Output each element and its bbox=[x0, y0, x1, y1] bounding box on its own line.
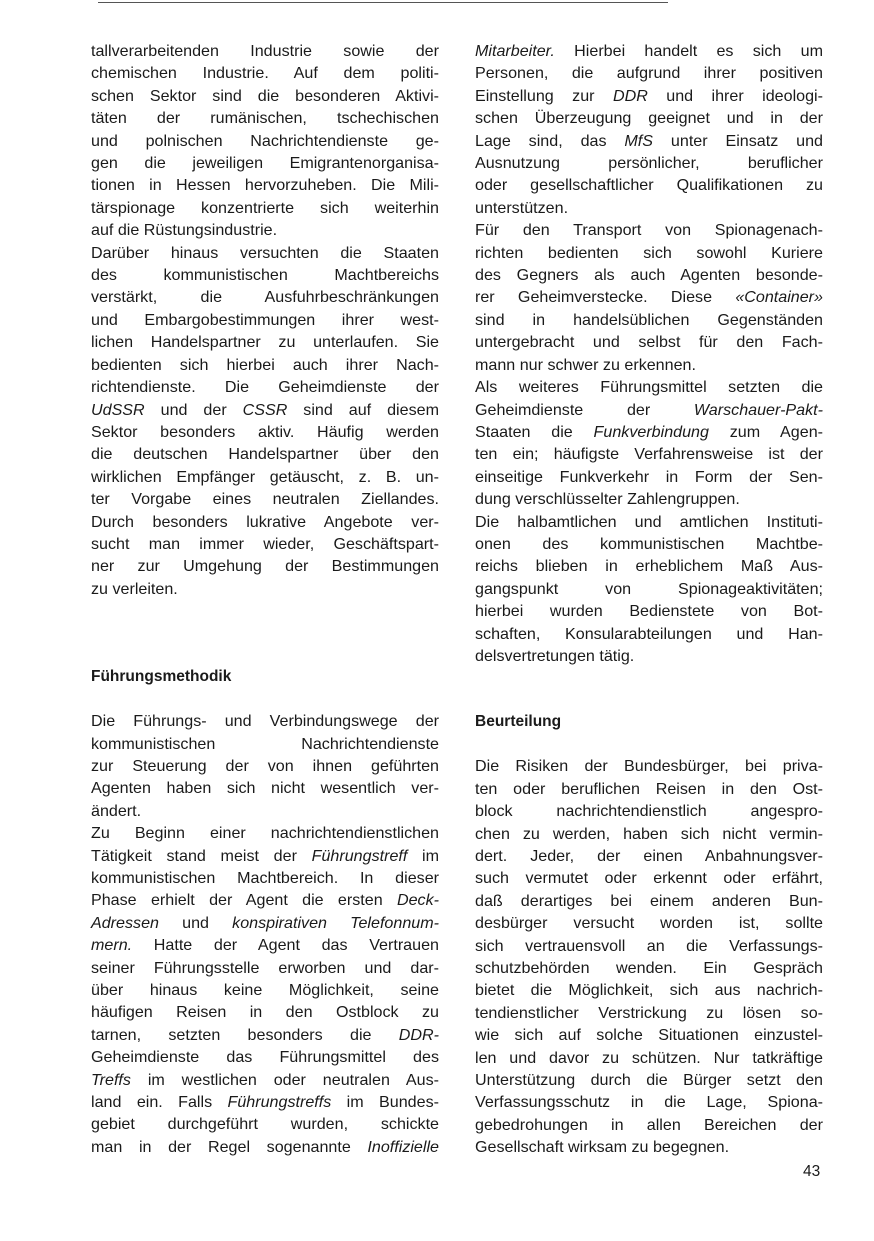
text-line: mann nur schwer zu erkennen. bbox=[475, 355, 696, 374]
text-line: delsvertretungen tätig. bbox=[475, 646, 635, 665]
text-fragment: im bbox=[407, 846, 440, 865]
text-line: Darüber hinaus versuchten die Staaten bbox=[91, 243, 439, 262]
text-line: lichen Handelspartner zu unterlaufen. Sie bbox=[91, 333, 439, 352]
text-line: desbürger versucht worden ist, sollte bbox=[475, 914, 823, 933]
text-line: sucht man immer wieder, Geschäftspart- bbox=[91, 534, 439, 553]
text-line: Unterstützung durch die Bürger setzt den bbox=[475, 1071, 823, 1090]
text-line: sind in handelsüblichen Gegenständen bbox=[475, 310, 823, 329]
emphasis: mern. bbox=[91, 936, 133, 955]
emphasis: Adressen bbox=[91, 913, 159, 932]
text-fragment: Einstellung zur bbox=[475, 86, 613, 105]
text-line: und polnischen Nachrichtendienste ge- bbox=[91, 131, 439, 150]
emphasis: Mitarbeiter. bbox=[475, 42, 555, 60]
text-fragment: tarnen, setzten besonders die bbox=[91, 1025, 399, 1044]
text-line: schutzbehörden wenden. Ein Gespräch bbox=[475, 959, 823, 978]
text-line: gebedrohungen in allen Bereichen der bbox=[475, 1115, 823, 1134]
text-fragment: und der bbox=[144, 400, 243, 419]
text-fragment: und ihrer ideologi- bbox=[647, 86, 823, 105]
text-line: wirklichen Empfänger getäuscht, z. B. un- bbox=[91, 467, 439, 486]
emphasis: DDR bbox=[612, 86, 648, 105]
text-line: bedienten sich hierbei auch ihrer Nach- bbox=[91, 355, 439, 374]
text-line bbox=[91, 934, 439, 956]
text-line: ter Vorgabe eines neutralen Ziellandes. bbox=[91, 490, 439, 509]
text-fragment: im westlichen oder neutralen Aus- bbox=[130, 1070, 439, 1089]
text-line: daß derartiges bei einem anderen Bun- bbox=[475, 891, 823, 910]
text-line: und Embargobestimmungen ihrer west- bbox=[91, 310, 439, 329]
text-line: Ausnutzung persönlicher, beruflicher bbox=[475, 154, 823, 173]
right-paragraph-2 bbox=[475, 219, 823, 376]
text-line: richtendienste. Die Geheimdienste der bbox=[91, 378, 439, 397]
right-paragraph-4 bbox=[475, 511, 823, 668]
text-line: Für den Transport von Spionagenach- bbox=[475, 221, 823, 240]
text-line: über hinaus keine Möglichkeit, seine bbox=[91, 981, 439, 1000]
text-line: des kommunistischen Machtbereichs bbox=[91, 266, 439, 285]
text-line: richten bedienten sich sowohl Kuriere bbox=[475, 243, 823, 262]
text-line: schen Sektor sind die besonderen Aktivi- bbox=[91, 86, 439, 105]
text-line: reichs blieben in erheblichem Maß Aus- bbox=[475, 557, 823, 576]
text-line: such vermutet oder erkennt oder erfährt, bbox=[475, 869, 823, 888]
section-heading-fuehrungsmethodik: Führungsmethodik bbox=[91, 668, 232, 686]
text-line: Die Risiken der Bundesbürger, bei priva- bbox=[475, 757, 823, 776]
text-line: Sektor besonders aktiv. Häufig werden bbox=[91, 422, 439, 441]
emphasis: Funkverbindung bbox=[593, 422, 709, 441]
text-line: kommunistischen Nachrichtendienste bbox=[91, 734, 439, 753]
text-line: ändert. bbox=[91, 801, 142, 820]
left-paragraph-3 bbox=[91, 710, 439, 822]
emphasis: Warschauer-Pakt- bbox=[693, 400, 823, 419]
text-line bbox=[475, 40, 823, 62]
text-fragment: und bbox=[159, 913, 233, 932]
text-line: tärspionage konzentrierte sich weiterhin bbox=[91, 198, 439, 217]
text-line bbox=[91, 399, 439, 421]
text-line: häufigen Reisen in den Ostblock zu bbox=[91, 1003, 439, 1022]
text-line: die deutschen Handelspartner über den bbox=[91, 445, 439, 464]
text-line: auf die Rüstungsindustrie. bbox=[91, 221, 278, 240]
text-line: dung verschlüsselter Zahlengruppen. bbox=[475, 490, 740, 509]
text-line: schen Überzeugung geeignet und in der bbox=[475, 109, 823, 128]
text-line: len und davor zu schützen. Nur tatkräftige bbox=[475, 1048, 823, 1067]
right-paragraph-1 bbox=[475, 40, 823, 219]
text-line: seiner Führungsstelle erworben und dar- bbox=[91, 958, 439, 977]
text-line: sich vertrauensvoll an die Verfassungs- bbox=[475, 936, 823, 955]
text-fragment: Lage sind, das bbox=[475, 131, 625, 150]
text-fragment: Hierbei handelt es sich um bbox=[554, 42, 823, 60]
text-line: onen des kommunistischen Machtbe- bbox=[475, 534, 823, 553]
text-fragment: sind auf diesem bbox=[287, 400, 439, 419]
text-line: block nachrichtendienstlich angespro- bbox=[475, 802, 823, 821]
text-line: tendienstlicher Verstrickung zu lösen so- bbox=[475, 1003, 823, 1022]
text-line: unterstützen. bbox=[475, 198, 569, 217]
text-line: chemischen Industrie. Auf dem politi- bbox=[91, 64, 439, 83]
text-line bbox=[475, 130, 823, 152]
text-line bbox=[91, 889, 439, 911]
top-rule bbox=[98, 2, 668, 3]
text-line bbox=[91, 1069, 439, 1091]
text-fragment: Phase erhielt der Agent die ersten bbox=[91, 891, 397, 910]
text-fragment: man in der Regel sogenannte bbox=[91, 1137, 368, 1156]
text-line: gebiet durchgeführt wurden, schickte bbox=[91, 1115, 439, 1134]
text-fragment: Geheimdienste der bbox=[475, 400, 694, 419]
emphasis: UdSSR bbox=[91, 400, 145, 419]
text-line: Agenten haben sich nicht wesentlich ver- bbox=[91, 779, 439, 798]
right-paragraph-5 bbox=[475, 755, 823, 1158]
text-line bbox=[91, 1091, 439, 1113]
left-paragraph-2 bbox=[91, 242, 439, 601]
text-line: untergebracht und selbst für den Fach- bbox=[475, 333, 823, 352]
emphasis: CSSR bbox=[242, 400, 288, 419]
emphasis: MfS bbox=[624, 131, 654, 150]
emphasis: Deck- bbox=[396, 891, 439, 910]
text-line bbox=[475, 286, 823, 308]
text-fragment: land ein. Falls bbox=[91, 1093, 228, 1112]
text-line: Durch besonders lukrative Angebote ver- bbox=[91, 512, 439, 531]
text-line bbox=[475, 85, 823, 107]
text-line: Die Führungs- und Verbindungswege der bbox=[91, 712, 439, 731]
text-fragment: rer Geheimverstecke. Diese bbox=[475, 288, 736, 307]
text-line: ten oder beruflichen Reisen in den Ost- bbox=[475, 779, 823, 798]
emphasis: Führungstreff bbox=[311, 846, 408, 865]
text-line: täten der rumänischen, tschechischen bbox=[91, 109, 439, 128]
text-line: Geheimdienste das Führungsmittel des bbox=[91, 1048, 439, 1067]
text-line: ner zur Umgehung der Bestimmungen bbox=[91, 557, 439, 576]
text-fragment: Tätigkeit stand meist der bbox=[91, 846, 312, 865]
text-line: wie sich auf solche Situationen einzustel- bbox=[475, 1026, 823, 1045]
text-line: tallverarbeitenden Industrie sowie der bbox=[91, 42, 439, 60]
emphasis: «Container» bbox=[735, 288, 823, 307]
text-line: chen zu werden, haben sich nicht vermin- bbox=[475, 824, 823, 843]
text-line: Die halbamtlichen und amtlichen Instituti- bbox=[475, 512, 823, 531]
right-paragraph-3 bbox=[475, 376, 823, 510]
text-line: verstärkt, die Ausfuhrbeschränkungen bbox=[91, 288, 439, 307]
emphasis: DDR- bbox=[398, 1025, 439, 1044]
text-line bbox=[475, 421, 823, 443]
text-line: gen die jeweiligen Emigrantenorganisa- bbox=[91, 154, 439, 173]
text-line: gangspunkt von Spionageaktivitäten; bbox=[475, 579, 823, 598]
right-column bbox=[475, 40, 823, 1159]
text-line bbox=[91, 845, 439, 867]
text-line: Personen, die aufgrund ihrer positiven bbox=[475, 64, 823, 83]
left-column bbox=[91, 40, 439, 1158]
text-line: dert. Jeder, der einen Anbahnungsver- bbox=[475, 847, 823, 865]
text-line: Als weiteres Führungsmittel setzten die bbox=[475, 378, 823, 397]
text-fragment: Staaten die bbox=[475, 422, 594, 441]
text-line: schaften, Konsularabteilungen und Han- bbox=[475, 624, 823, 643]
text-line: zur Steuerung der von ihnen geführten bbox=[91, 756, 439, 775]
text-line: zu verleiten. bbox=[91, 579, 178, 598]
text-line: hierbei wurden Bedienstete von Bot- bbox=[475, 602, 823, 621]
text-line bbox=[91, 1024, 439, 1046]
text-line bbox=[475, 399, 823, 421]
text-line: kommunistischen Machtbereich. In dieser bbox=[91, 869, 439, 887]
section-heading-beurteilung: Beurteilung bbox=[475, 713, 562, 731]
text-line: Zu Beginn einer nachrichtendienstlichen bbox=[91, 824, 439, 843]
text-fragment: unter Einsatz und bbox=[653, 131, 823, 150]
text-line: tionen in Hessen hervorzuheben. Die Mili- bbox=[91, 176, 439, 195]
text-fragment: zum Agen- bbox=[708, 422, 824, 441]
emphasis: konspirativen Telefonnum- bbox=[232, 913, 439, 932]
left-paragraph-1 bbox=[91, 40, 439, 242]
page-number: 43 bbox=[803, 1163, 821, 1180]
text-fragment: im Bundes- bbox=[331, 1093, 439, 1112]
text-line: Gesellschaft wirksam zu begegnen. bbox=[475, 1138, 730, 1157]
emphasis: Treffs bbox=[91, 1070, 131, 1089]
text-line bbox=[91, 912, 439, 934]
text-line: bietet die Möglichkeit, sich aus nachrich- bbox=[475, 981, 823, 1000]
text-line: oder gesellschaftlicher Qualifikationen zu bbox=[475, 176, 823, 195]
text-fragment: Hatte der Agent das Vertrauen bbox=[132, 936, 439, 955]
text-line: Verfassungsschutz in die Lage, Spiona- bbox=[475, 1093, 823, 1112]
left-paragraph-4 bbox=[91, 822, 439, 1158]
text-line: ten ein; häufigste Verfahrensweise ist der bbox=[475, 445, 823, 464]
emphasis: Führungstreffs bbox=[227, 1093, 332, 1112]
emphasis: Inoffizielle bbox=[367, 1137, 439, 1156]
text-line bbox=[91, 1136, 439, 1158]
text-line: des Gegners als auch Agenten besonde- bbox=[475, 266, 823, 285]
text-line: einseitige Funkverkehr in Form der Sen- bbox=[475, 467, 823, 486]
